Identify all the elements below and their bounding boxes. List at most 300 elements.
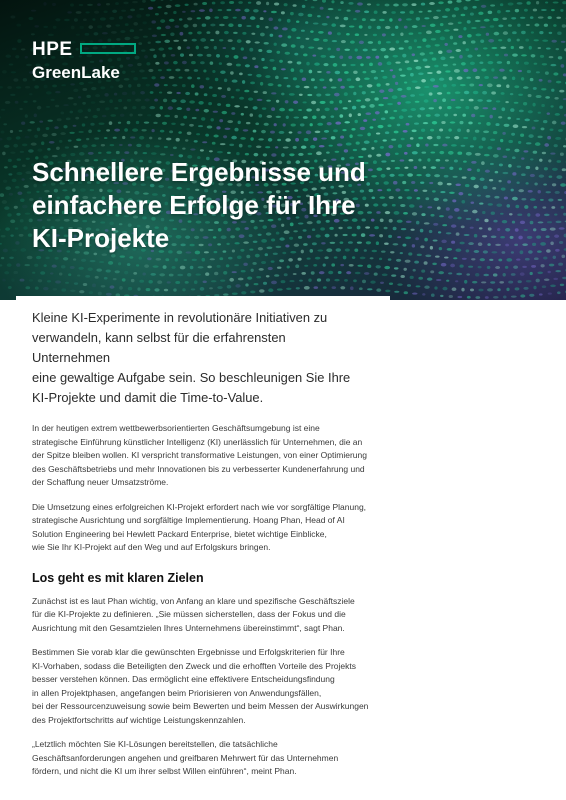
hero-dot [85,11,89,13]
hero-dot [542,206,546,208]
hero-dot [65,282,69,284]
hero-dot [344,149,348,152]
hero-dot [73,89,78,93]
hero-dot [486,122,490,126]
hero-dot [311,271,315,274]
hero-dot [48,120,53,122]
hero-dot [118,85,123,89]
hero-dot [253,106,258,110]
hero-dot [16,263,20,267]
hero-dot [148,69,153,72]
hero-dot [535,142,541,146]
hero-dot [426,30,432,34]
hero-dot [368,41,373,44]
hero-dot [82,102,86,105]
hero-dot [88,129,92,133]
hero-dot [63,257,68,260]
hero-dot [261,130,266,134]
hero-dot [235,284,240,288]
hero-dot [76,34,80,36]
hero-dot [275,146,278,148]
hero-dot [554,235,559,238]
hero-dot [339,114,343,118]
hero-dot [164,289,168,292]
hero-dot [124,128,128,132]
hero-dot [391,11,396,14]
hero-dot [519,110,524,113]
hero-dot [551,105,554,107]
hero-dot [438,50,442,53]
hero-dot [539,79,543,82]
hero-dot [515,287,520,290]
hero-dot [106,24,111,27]
hero-dot [298,13,304,16]
hero-dot [278,18,281,21]
hero-dot [266,50,272,53]
hero-dot [383,139,387,141]
hero-dot [14,206,18,209]
hero-dot [3,123,7,125]
hero-dot [197,54,203,57]
hero-dot [551,206,555,209]
hero-dot [365,98,371,101]
hero-dot [472,281,477,284]
hero-dot [9,63,14,65]
hero-dot [424,17,429,19]
hero-dot [83,19,87,22]
hero-dot [95,94,100,97]
hero-dot [432,263,437,265]
hero-dot [448,272,452,274]
hero-dot [429,2,435,5]
hero-dot [31,143,37,146]
hero-dot [234,105,240,107]
hero-dot [502,132,506,135]
hero-dot [143,36,148,38]
hero-dot [552,168,558,171]
hero-dot [521,77,524,81]
hero-dot [356,99,361,101]
hero-dot [551,89,554,92]
hero-dot [381,118,386,121]
hero-dot [52,288,57,290]
hero-dot [517,2,523,4]
hero-dot [335,151,340,153]
hero-dot [148,7,153,10]
hero-dot [416,17,420,20]
hero-dot [271,92,276,94]
hero-dot [417,46,422,48]
hero-dot [379,89,384,93]
hero-dot [52,84,57,87]
hero-dot [525,182,528,185]
hero-dot [357,265,363,267]
hero-dot [403,130,408,133]
hero-dot [65,146,69,148]
hero-dot [281,280,286,283]
hero-dot [411,3,416,6]
hero-dot [428,10,432,12]
hero-dot [555,191,560,194]
hero-dot [13,271,18,274]
hero-dot [536,1,539,4]
hero-dot [160,76,165,79]
hero-dot [16,136,21,139]
hero-dot [454,7,459,11]
hero-dot [261,261,266,264]
hero-dot [511,17,516,19]
hero-dot [166,69,171,71]
hero-dot [340,1,344,4]
hero-dot [404,81,407,83]
hero-dot [401,95,407,98]
hero-dot [296,21,299,23]
hero-dot [238,278,244,281]
hero-dot [541,88,546,90]
hero-dot [17,192,22,196]
hero-dot [331,136,336,139]
hero-dot [70,111,74,114]
hero-dot [385,131,389,134]
hero-dot [500,3,503,6]
hero-dot [200,61,205,64]
hero-dot [216,54,220,58]
hero-dot [526,142,532,144]
hero-dot [322,23,328,26]
hero-dot [352,106,356,110]
hero-dot [402,3,408,6]
hero-dot [255,41,260,43]
hero-dot [383,97,388,99]
hero-dot [300,45,304,48]
hero-dot [465,106,469,109]
hero-dot [353,18,357,20]
hero-dot [122,71,126,74]
hero-dot [215,31,219,35]
hero-dot [165,25,170,29]
hero-dot [549,56,554,58]
hero-dot [154,83,159,86]
hero-dot [454,69,460,73]
hero-dot [474,0,480,1]
hero-dot [244,90,249,93]
hero-dot [244,9,249,13]
hero-dot [316,93,321,96]
hero-dot [45,257,49,260]
logo-brand: HPE [32,39,73,60]
hero-dot [285,100,289,103]
hero-dot [41,141,44,145]
hero-dot [303,53,308,56]
hero-dot [146,62,150,65]
hero-dot [20,199,25,203]
hero-dot [97,130,100,132]
hero-dot [24,264,29,266]
hero-dot [133,77,138,80]
hero-dot [481,5,486,8]
hero-dot [291,28,296,32]
hero-dot [402,54,406,58]
hero-dot [295,85,299,88]
hero-dot [511,46,514,49]
hero-dot [412,80,418,83]
hero-dot [429,52,433,55]
hero-dot [106,129,110,131]
hero-dot [549,32,553,34]
hero-dot [97,3,101,6]
hero-dot [110,86,114,89]
hero-dot [276,100,279,103]
hero-dot [352,256,355,259]
hero-dot [548,271,551,273]
hero-dot [419,107,425,110]
hero-dot [9,257,13,259]
hero-dot [16,213,20,216]
hero-dot [152,34,157,37]
hero-dot [505,101,509,103]
hero-dot [356,77,361,81]
hero-dot [457,129,461,132]
hero-dot [97,25,102,28]
text-line: bei der Ressourcenzuweisung sowie beim Bewerten und beim Messen der Auswirkungen [32,701,369,711]
hero-dot [553,278,558,280]
hero-dot [138,114,143,116]
hero-dot [253,9,259,12]
hero-dot [172,84,177,86]
hero-dot [1,109,5,111]
hero-dot [151,20,156,23]
hero-dot [532,243,536,246]
hero-dot [7,213,11,216]
hero-dot [164,115,170,118]
hero-dot [13,165,18,168]
hero-dot [398,18,402,21]
hero-dot [8,159,12,162]
hero-dot [414,261,419,264]
hero-dot [389,18,392,21]
hero-dot [547,136,551,140]
hero-dot [388,258,392,260]
hero-dot [475,48,479,51]
hero-dot [467,296,471,299]
hero-dot [334,93,340,97]
hero-dot [13,144,18,148]
hero-dot [123,2,128,5]
hero-dot [407,284,411,287]
hero-dot [173,147,177,150]
text-line: des Geschäftsbetriebs und mehr Innovationen bis zu verbesserter Kundenerfahrung und [32,463,365,474]
hero-dot [146,144,151,148]
hero-dot [514,85,519,88]
hero-dot [268,288,273,292]
hero-dot [340,286,345,289]
hero-dot [353,92,356,96]
hero-dot [90,260,96,262]
hero-dot [511,295,517,297]
hero-dot [544,279,550,282]
hero-dot [467,54,472,57]
hero-dot [562,1,566,4]
hero-dot [115,270,120,273]
hero-dot [560,9,563,12]
hero-dot [93,115,98,118]
title-line-3: KI-Projekte [32,223,170,253]
hero-dot [424,286,429,289]
hero-dot [348,2,353,5]
hero-dot [533,120,539,122]
hero-dot [256,25,259,28]
hero-dot [374,140,378,143]
hero-dot [388,145,393,148]
hero-dot [119,16,123,19]
hero-dot [147,114,151,116]
hero-dot [256,1,261,5]
hero-dot [51,133,56,136]
hero-dot [445,8,450,11]
hero-dot [506,84,509,88]
hero-dot [408,46,412,50]
hero-dot [548,292,552,294]
hero-dot [307,258,311,260]
text-line: Geschäftsanforderungen angehen und greifbaren Mehrwert für das Unternehmen [32,752,339,763]
hero-dot [480,40,484,43]
hero-dot [400,74,406,76]
hero-dot [223,271,227,275]
hero-dot [300,69,304,73]
hero-dot [127,15,132,18]
hero-dot [346,271,351,274]
text-line: in allen Projektphasen, angefangen beim Priorisieren von Anwendungsfällen, [32,687,322,698]
hero-dot [319,145,325,147]
hero-dot [75,117,79,120]
hero-dot [525,258,530,261]
hero-dot [15,241,19,245]
hero-dot [473,68,478,72]
hero-dot [370,281,375,284]
hero-dot [328,31,332,34]
hero-dot [355,10,360,13]
hero-dot [292,4,296,7]
hero-dot [187,132,192,135]
hero-dot [541,127,545,130]
hero-dot [449,77,453,81]
hero-dot [477,99,483,102]
hero-dot [466,273,470,275]
hero-dot [420,52,425,55]
hero-dot [517,24,520,27]
hero-dot [479,62,483,65]
hero-dot [496,84,501,87]
hero-dot [120,114,125,117]
hero-dot [4,145,10,148]
hero-dot [557,291,561,294]
hero-dot [360,257,366,260]
hero-dot [143,152,148,154]
hero-dot [25,114,28,118]
hero-dot [288,36,292,39]
hero-dot [285,52,290,55]
hero-dot [239,144,243,148]
hero-dot [425,143,429,146]
hero-dot [268,267,273,270]
hero-dot [289,131,293,133]
hero-dot [518,94,523,96]
hero-dot [450,36,453,40]
hero-dot [169,130,173,133]
hero-dot [198,101,203,105]
hero-dot [216,126,220,129]
hero-dot [544,214,550,216]
hero-dot [160,19,165,23]
hero-dot [398,144,402,148]
hero-dot [48,34,54,37]
hero-dot [211,280,217,282]
hero-dot [344,49,350,51]
hero-dot [123,106,127,109]
hero-dot [245,283,248,286]
hero-dot [486,54,489,56]
hero-dot [457,296,462,298]
hero-dot [349,264,354,267]
hero-dot [341,40,346,43]
hero-dot [0,264,2,266]
hero-dot [44,264,47,267]
hero-dot [254,91,259,93]
hero-dot [362,280,366,284]
hero-dot [246,255,250,259]
hero-dot [445,136,450,138]
hero-dot [311,6,315,8]
hero-dot [218,87,222,89]
hero-dot [149,137,152,140]
hero-dot [442,287,447,291]
hero-dot [481,69,486,72]
hero-dot [401,109,407,112]
hero-dot [248,2,251,4]
hero-dot [323,286,327,289]
hero-dot [557,160,561,163]
hero-dot [252,57,256,60]
hero-dot [500,46,506,48]
hero-dot [421,79,426,82]
hero-dot [162,54,165,58]
title-line-1: Schnellere Ergebnisse und [32,157,366,187]
hero-dot [180,32,184,36]
hero-dot [56,147,60,150]
hero-dot [120,64,124,67]
hero-dot [544,24,548,27]
hero-dot [308,14,313,17]
hero-dot [13,78,18,82]
hero-dot [177,274,183,276]
hero-dot [433,144,438,146]
hero-dot [157,280,162,284]
hero-dot [442,144,447,147]
hero-dot [442,16,448,18]
hero-dot [55,257,59,260]
hero-dot [207,54,212,57]
hero-dot [139,136,144,140]
hero-dot [378,125,384,128]
hero-dot [178,131,182,134]
hero-dot [104,137,108,139]
hero-dot [541,104,545,107]
hero-dot [407,67,413,70]
hero-dot [163,99,167,103]
hero-dot [287,265,290,268]
hero-dot [92,18,95,21]
hero-dot [382,273,388,276]
